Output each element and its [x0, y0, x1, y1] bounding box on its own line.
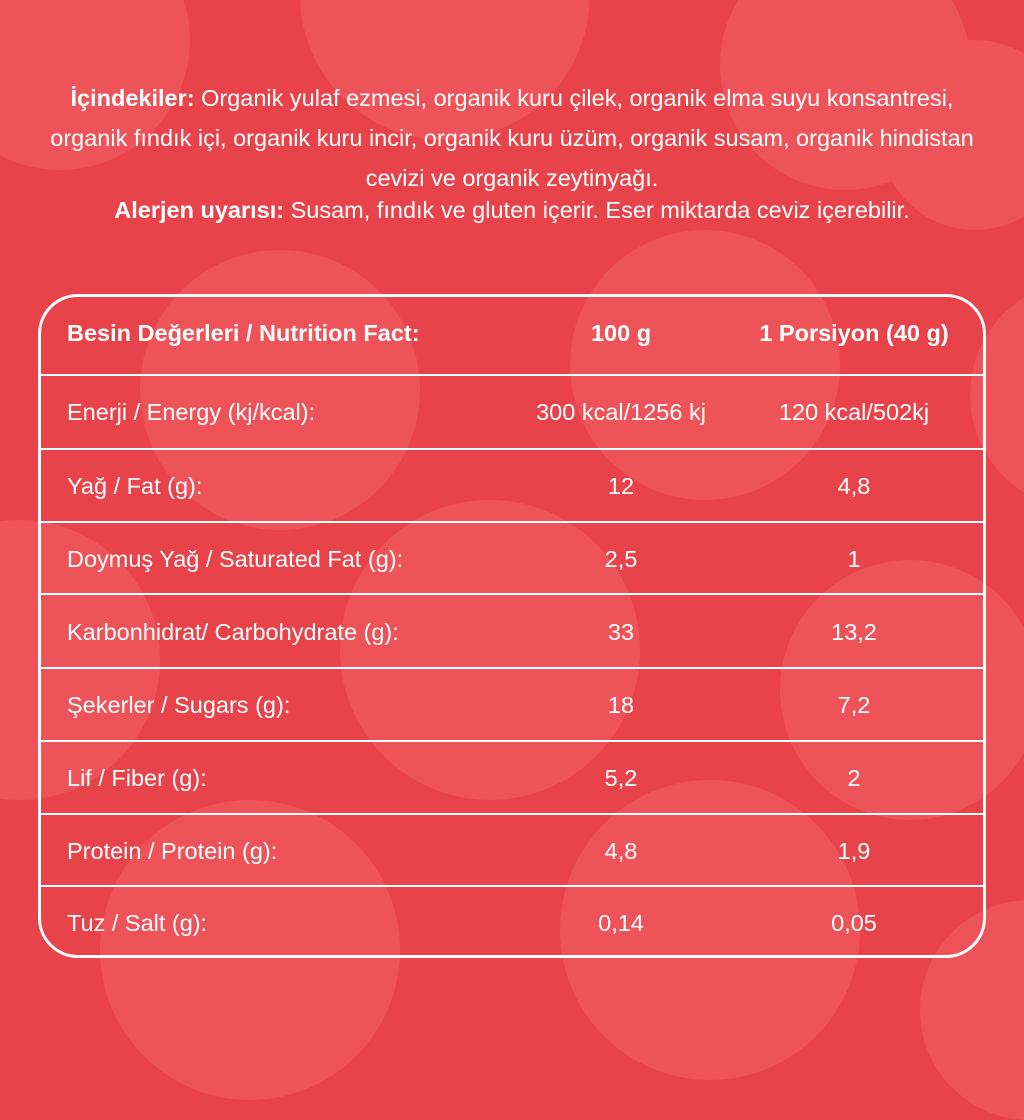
ingredients-text: [40, 78, 984, 198]
row-per-100g: 12: [607, 473, 635, 499]
row-per-100g: 33: [607, 619, 635, 645]
row-name: Karbonhidrat/ Carbohydrate (g):: [67, 619, 399, 645]
header-name: Besin Değerleri / Nutrition Fact:: [67, 320, 420, 346]
row-per-portion: 2: [847, 765, 861, 791]
ingredients-list: Organik yulaf ezmesi, organik kuru çilek, organik elma suyu konsantresi, organik fındık içi, organik kuru incir, organik kuru üzüm, organik susam, organik hindistan cevizi ve organik zeytinyağı.: [50, 85, 974, 191]
row-per-100g: 5,2: [604, 765, 638, 791]
row-name: Şekerler / Sugars (g):: [67, 692, 291, 718]
row-name: Yağ / Fat (g):: [67, 473, 203, 499]
row-name: Tuz / Salt (g):: [67, 910, 208, 936]
allergen-label: Alerjen uyarısı:: [114, 197, 285, 223]
row-name: Doymuş Yağ / Saturated Fat (g):: [67, 546, 404, 572]
row-divider: [41, 593, 983, 595]
nutrition-row-salt: [41, 887, 983, 959]
header-per-portion: 1 Porsiyon (40 g): [759, 320, 949, 346]
row-per-100g: 4,8: [604, 838, 638, 864]
nutrition-row-sugars: [41, 669, 983, 741]
row-per-100g: 2,5: [604, 546, 638, 572]
ingredients-label: İçindekiler:: [70, 85, 195, 111]
nutrition-row-saturated-fat: [41, 523, 983, 595]
row-per-portion: 7,2: [837, 692, 871, 718]
row-per-portion: 13,2: [831, 619, 877, 645]
nutrition-header-row: [41, 297, 983, 369]
row-per-100g: 300 kcal/1256 kj: [536, 399, 706, 425]
row-name: Lif / Fiber (g):: [67, 765, 207, 791]
nutrition-row-carbohydrate: [41, 596, 983, 668]
nutrition-row-fiber: [41, 742, 983, 814]
row-per-portion: 4,8: [837, 473, 871, 499]
row-per-portion: 1,9: [837, 838, 871, 864]
nutrition-table: [38, 294, 986, 958]
row-per-portion: 0,05: [831, 910, 877, 936]
row-per-portion: 1: [847, 546, 861, 572]
row-name: Protein / Protein (g):: [67, 838, 278, 864]
header-per-100g: 100 g: [590, 320, 652, 346]
allergen-warning: [40, 190, 984, 230]
nutrition-row-fat: [41, 450, 983, 522]
row-name: Enerji / Energy (kj/kcal):: [67, 399, 316, 425]
row-per-portion: 120 kcal/502kj: [778, 399, 930, 425]
nutrition-row-protein: [41, 815, 983, 887]
row-per-100g: 18: [607, 692, 635, 718]
allergen-list: Susam, fındık ve gluten içerir. Eser miktarda ceviz içerebilir.: [284, 197, 910, 223]
row-per-100g: 0,14: [598, 910, 644, 936]
nutrition-row-energy: [41, 376, 983, 448]
